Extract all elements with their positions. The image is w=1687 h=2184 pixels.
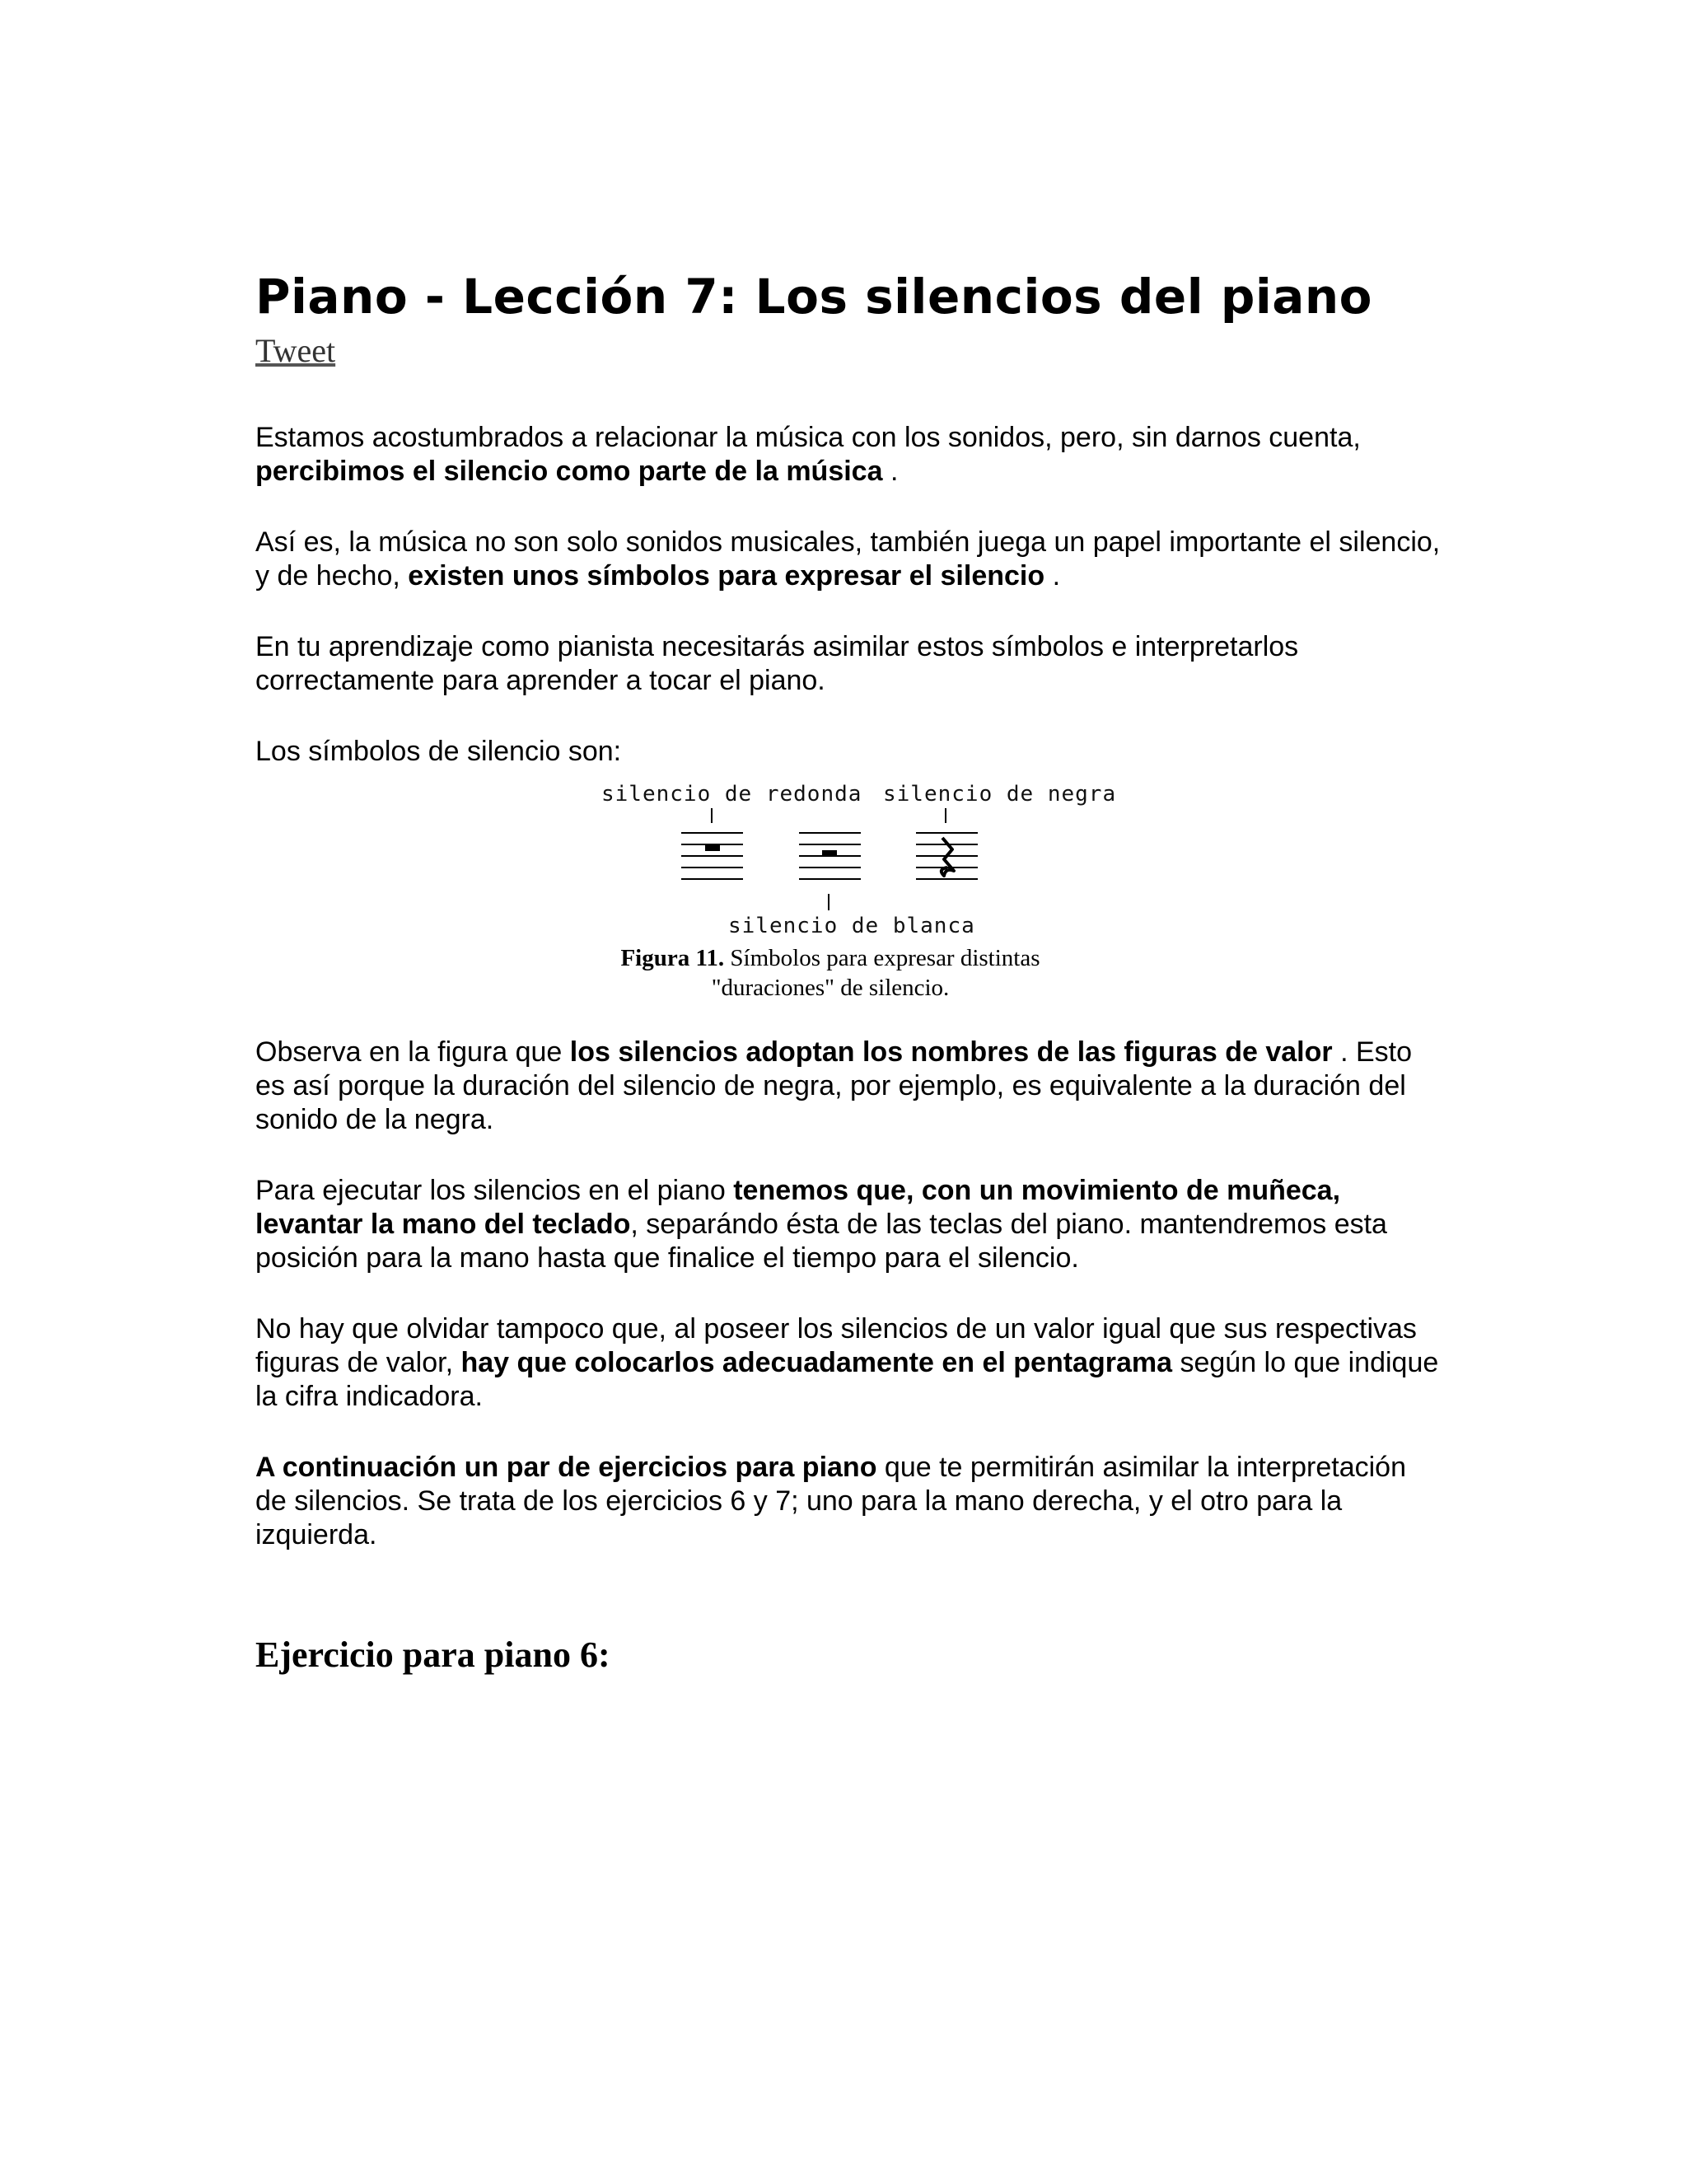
tweet-link[interactable]: Tweet xyxy=(255,332,336,369)
staff-redonda xyxy=(681,833,743,879)
paragraph-olvidar: No hay que olvidar tampoco que, al poseer los silencios de un valor igual que sus respectivas figuras de valor, hay que colocarlos adecuadamente en el pentagrama según lo que indique la cifra indicadora. xyxy=(255,1313,1439,1412)
rest-symbols-figure xyxy=(255,782,1442,1029)
bold-phrase: tenemos que, con un movimiento de muñeca, levantar la mano del teclado xyxy=(255,1175,1341,1240)
staff-illustration xyxy=(255,782,1442,947)
bold-phrase: A continuación un par de ejercicios para piano xyxy=(255,1452,877,1483)
bold-phrase: los silencios adoptan los nombres de las figuras de valor xyxy=(569,1036,1333,1068)
bold-phrase: existen unos símbolos para expresar el silencio xyxy=(408,560,1045,592)
paragraph-learning: En tu aprendizaje como pianista necesitarás asimilar estos símbolos e interpretarlos correctamente para aprender a tocar el piano. xyxy=(255,631,1299,696)
whole-rest-icon xyxy=(705,844,720,851)
label-silencio-blanca: silencio de blanca xyxy=(728,914,975,938)
paragraph-symbols: Así es, la música no son solo sonidos musicales, también juega un papel importante el silencio, y de hecho, existen unos símbolos para expresar el silencio . xyxy=(255,526,1441,592)
label-silencio-negra: silencio de negra xyxy=(883,782,1117,807)
staff-negra xyxy=(916,833,978,879)
paragraph-observa: Observa en la figura que los silencios adoptan los nombres de las figuras de valor . Esto es así porque la duración del silencio de negra, por ejemplo, es equivalente a la duración del sonido de la negra. xyxy=(255,1036,1412,1135)
paragraph-ejecutar: Para ejecutar los silencios en el piano tenemos que, con un movimiento de muñeca, levantar la mano del teclado, separándo ésta de las teclas del piano. mantendremos esta posición para la mano hasta que finalice el tiempo para el silencio. xyxy=(255,1175,1387,1274)
document-page xyxy=(255,264,1442,1677)
paragraph-list-intro: Los símbolos de silencio son: xyxy=(255,736,622,767)
page-title: Piano - Lección 7: Los silencios del piano xyxy=(255,269,1372,325)
paragraph-ejercicios: A continuación un par de ejercicios para piano que te permitirán asimilar la interpretación de silencios. Se trata de los ejercicios 6 y 7; uno para la mano derecha, y el otro para la izquierda. xyxy=(255,1452,1406,1550)
half-rest-icon xyxy=(822,850,837,857)
bold-phrase: percibimos el silencio como parte de la música xyxy=(255,456,883,487)
figure-caption: Figura 11. Símbolos para expresar distintas "duraciones" de silencio. xyxy=(620,945,1040,1001)
paragraph-intro: Estamos acostumbrados a relacionar la música con los sonidos, pero, sin darnos cuenta, percibimos el silencio como parte de la música . xyxy=(255,422,1361,487)
bold-phrase: hay que colocarlos adecuadamente en el pentagrama xyxy=(460,1347,1173,1378)
label-silencio-redonda: silencio de redonda xyxy=(601,782,862,807)
staff-blanca xyxy=(799,833,861,879)
exercise-heading: Ejercicio para piano 6: xyxy=(255,1634,610,1675)
